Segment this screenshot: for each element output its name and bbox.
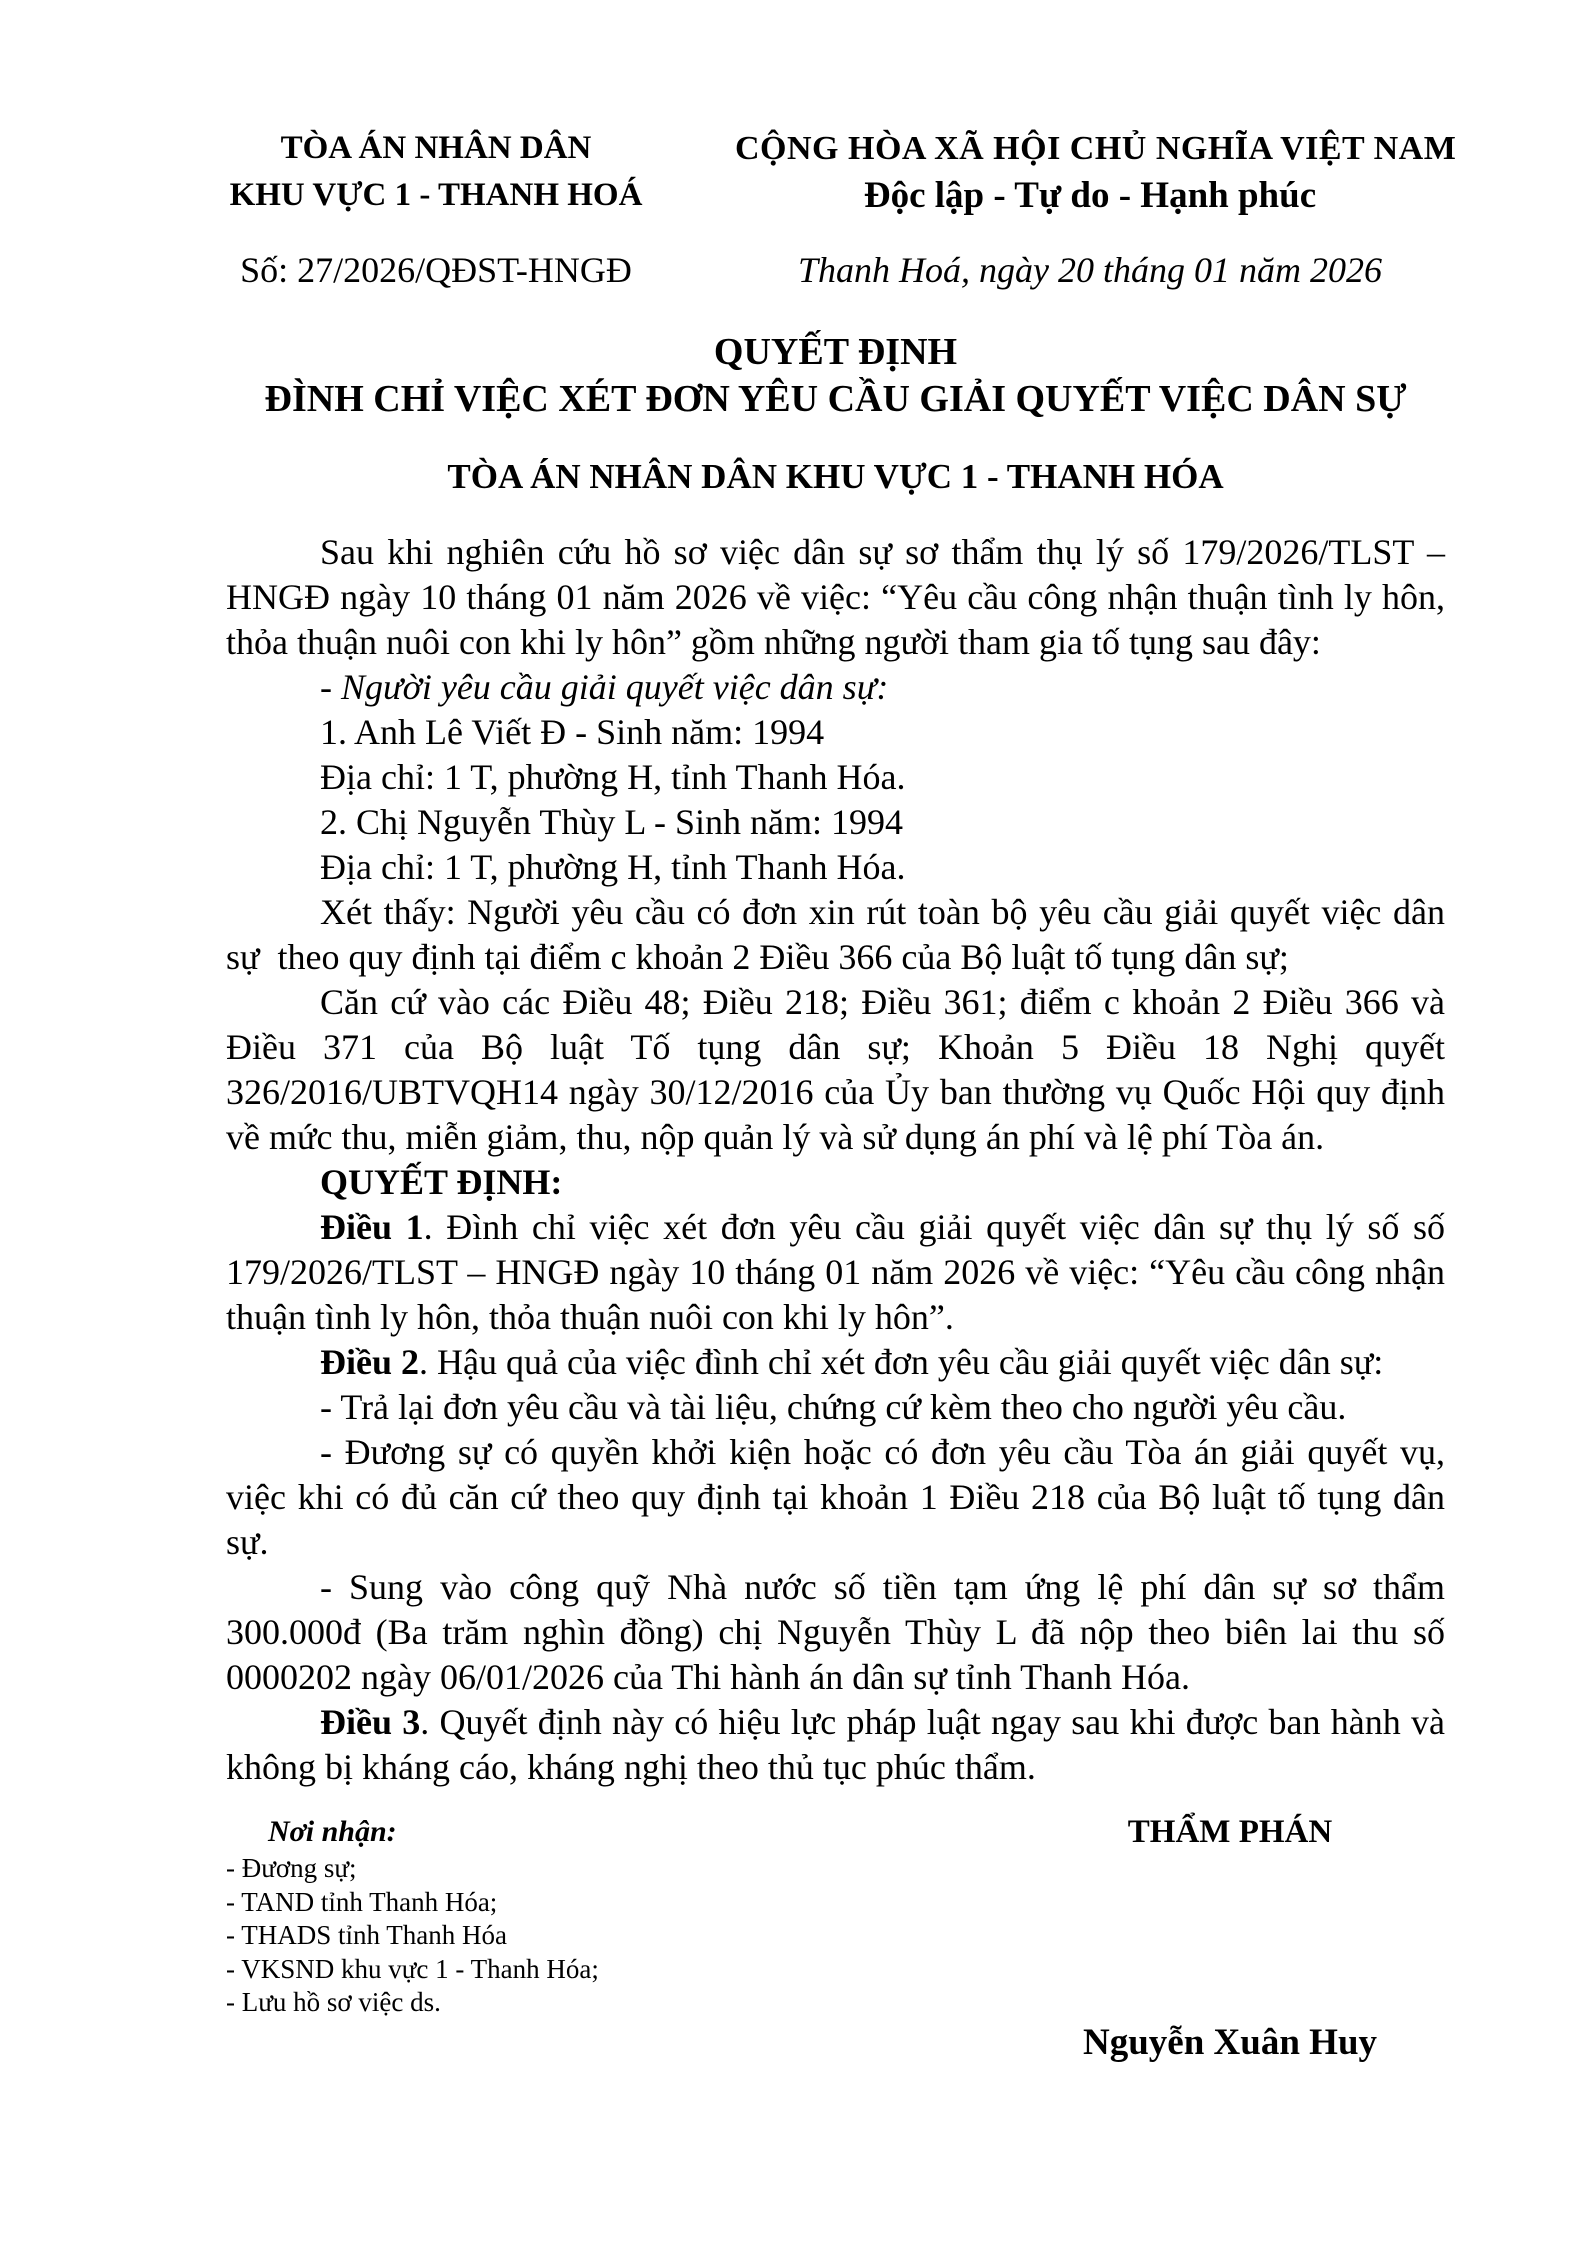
- recipient-item: - VKSND khu vực 1 - Thanh Hóa;: [226, 1953, 599, 1984]
- signature-block: [1015, 1812, 1445, 2066]
- article-3-label: Điều 3: [320, 1702, 421, 1742]
- article-2-text: . Hậu quả của việc đình chỉ xét đơn yêu cầu giải quyết việc dân sự:: [419, 1342, 1384, 1382]
- paragraph-intro: Sau khi nghiên cứu hồ sơ việc dân sự sơ thẩm thụ lý số 179/2026/TLST – HNGĐ ngày 10 tháng 01 năm 2026 về việc: “Yêu cầu công nhận thuận tình ly hôn, thỏa thuận nuôi con khi ly hôn” gồm những người tham gia tố tụng sau đây:: [226, 532, 1445, 662]
- title-block: [226, 329, 1445, 500]
- document-header: [226, 125, 1457, 294]
- recipient-item: - TAND tỉnh Thanh Hóa;: [226, 1886, 498, 1917]
- paragraph-party-2: 2. Chị Nguyễn Thùy L - Sinh năm: 1994: [320, 802, 903, 842]
- recipient-item: - Đương sự;: [226, 1853, 357, 1883]
- authority-name-line1: TÒA ÁN NHÂN DÂN: [280, 130, 592, 166]
- document-title-line1: QUYẾT ĐỊNH: [713, 331, 958, 373]
- recipient-item: - Lưu hồ sơ việc ds.: [226, 1987, 441, 2017]
- place-date-line: Thanh Hoá, ngày 20 tháng 01 năm 2026: [798, 250, 1382, 290]
- recipients-heading: Nơi nhận:: [268, 1815, 397, 1848]
- paragraph-article-2: [226, 1340, 1445, 1385]
- recipients-block: [226, 1812, 1015, 2066]
- national-title: CỘNG HÒA XÃ HỘI CHỦ NGHĨA VIỆT NAM: [735, 130, 1457, 167]
- national-header-block: [735, 125, 1457, 294]
- document-footer: [226, 1812, 1445, 2066]
- signer-name: Nguyễn Xuân Huy: [1082, 2022, 1378, 2063]
- paragraph-consequence-3: - Sung vào công quỹ Nhà nước số tiền tạm ứng lệ phí dân sự sơ thẩm 300.000đ (Ba trăm nghìn đồng) chị Nguyễn Thùy L đã nộp theo biên lai thu số 0000202 ngày 06/01/2026 của Thi hành án dân sự tỉnh Thanh Hóa.: [226, 1567, 1445, 1697]
- paragraph-article-3: [226, 1700, 1445, 1790]
- document-body: [226, 530, 1454, 1790]
- recipient-item: - THADS tỉnh Thanh Hóa: [226, 1920, 507, 1950]
- paragraph-findings: Xét thấy: Người yêu cầu có đơn xin rút toàn bộ yêu cầu giải quyết việc dân sự theo quy định tại điểm c khoản 2 Điều 366 của Bộ luật tố tụng dân sự;: [226, 892, 1454, 977]
- deciding-authority-line: TÒA ÁN NHÂN DÂN KHU VỰC 1 - THANH HÓA: [447, 457, 1224, 496]
- national-motto: Độc lập - Tự do - Hạnh phúc: [863, 175, 1317, 216]
- paragraph-party-1-address: Địa chỉ: 1 T, phường H, tỉnh Thanh Hóa.: [320, 757, 906, 797]
- paragraph-article-1: [226, 1205, 1445, 1340]
- article-1-text: . Đình chỉ việc xét đơn yêu cầu giải quyết việc dân sự thụ lý số số 179/2026/TLST – HNGĐ ngày 10 tháng 01 năm 2026 về việc: “Yêu cầu công nhận thuận tình ly hôn, thỏa thuận nuôi con khi ly hôn”.: [226, 1207, 1446, 1337]
- decision-heading: QUYẾT ĐỊNH:: [320, 1162, 563, 1202]
- paragraph-consequence-1: - Trả lại đơn yêu cầu và tài liệu, chứng cứ kèm theo cho người yêu cầu.: [320, 1387, 1347, 1427]
- document-title-line2: ĐÌNH CHỈ VIỆC XÉT ĐƠN YÊU CẦU GIẢI QUYẾT VIỆC DÂN SỰ: [264, 378, 1407, 420]
- document-number: Số: 27/2026/QĐST-HNGĐ: [240, 250, 632, 290]
- paragraph-legal-basis: Căn cứ vào các Điều 48; Điều 218; Điều 361; điểm c khoản 2 Điều 366 và Điều 371 của Bộ luật Tố tụng dân sự; Khoản 5 Điều 18 Nghị quyết 326/2016/UBTVQH14 ngày 30/12/2016 của Ủy ban thường vụ Quốc Hội quy định về mức thu, miễn giảm, thu, nộp quản lý và sử dụng án phí và lệ phí Tòa án.: [226, 982, 1445, 1157]
- article-3-text: . Quyết định này có hiệu lực pháp luật ngay sau khi được ban hành và không bị kháng cáo, kháng nghị theo thủ tục phúc thẩm.: [226, 1702, 1445, 1787]
- signer-title: THẨM PHÁN: [1127, 1814, 1333, 1850]
- article-2-label: Điều 2: [320, 1342, 419, 1382]
- paragraph-party-2-address: Địa chỉ: 1 T, phường H, tỉnh Thanh Hóa.: [320, 847, 906, 887]
- issuing-authority-block: [226, 125, 646, 294]
- authority-name-line2: KHU VỰC 1 - THANH HOÁ: [229, 177, 643, 213]
- article-1-label: Điều 1: [320, 1207, 424, 1247]
- paragraph-party-1: 1. Anh Lê Viết Đ - Sinh năm: 1994: [320, 712, 825, 752]
- paragraph-consequence-2: - Đương sự có quyền khởi kiện hoặc có đơn yêu cầu Tòa án giải quyết vụ, việc khi có đủ căn cứ theo quy định tại khoản 1 Điều 218 của Bộ luật tố tụng dân sự.: [226, 1432, 1445, 1562]
- paragraph-requester-label: - Người yêu cầu giải quyết việc dân sự:: [320, 667, 889, 707]
